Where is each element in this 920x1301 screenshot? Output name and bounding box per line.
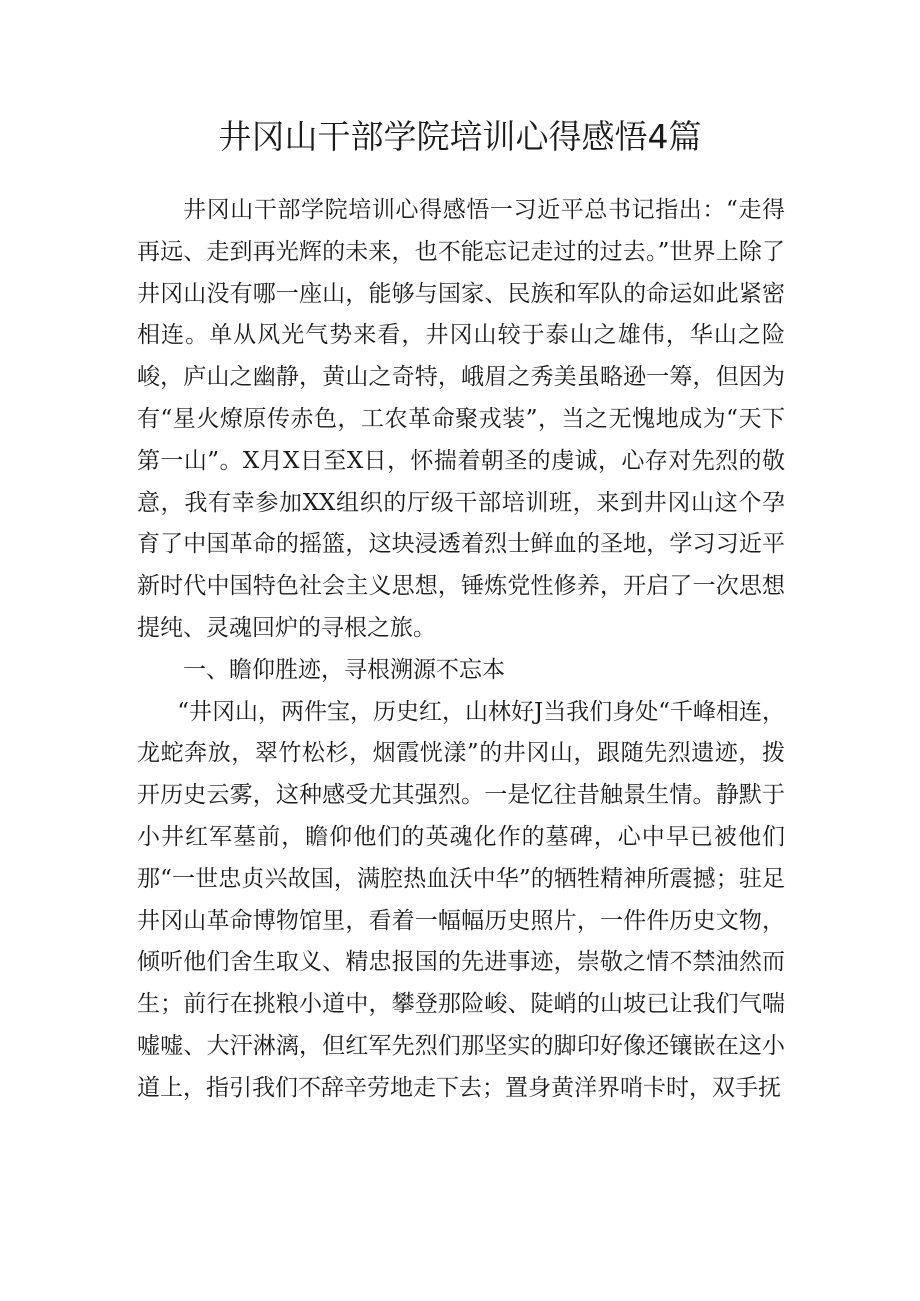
document-title: 井冈山干部学院培训心得感悟4篇	[218, 117, 702, 156]
paragraph-intro: 井冈山干部学院培训心得感悟一习近平总书记指出：“走得再远、走到再光辉的未来，也不能忘记走过的过去。”世界上除了井冈山没有哪一座山，能够与国家、民族和军队的命运如此紧密相连。单从风光气势来看，井冈山较于泰山之雄伟，华山之险峻，庐山之幽静，黄山之奇特，峨眉之秀美虽略逊一筹，但因为有“星火燎原传赤色，工农革命聚戎装”，当之无愧地成为“天下第一山”。X月X日至X日，怀揣着朝圣的虔诚，心存对先烈的敬意，我有幸参加XX组织的厅级干部培训班，来到井冈山这个孕育了中国革命的摇篮，这块浸透着烈士鲜血的圣地，学习习近平新时代中国特色社会主义思想，锤炼党性修养，开启了一次思想提纯、灵魂回炉的寻根之旅。	[137, 197, 785, 641]
paragraph-section-one: “井冈山，两件宝，历史红，山林好J当我们身处“千峰相连，龙蛇奔放，翠竹松杉，烟霞恍漾”的井冈山，跟随先烈遗迹，拨开历史云雾，这种感受尤其强烈。一是忆往昔触景生情。静默于小井红军墓前，瞻仰他们的英魂化作的墓碑，心中早已被他们那“一世忠贞兴故国，满腔热血沃中华”的牺牲精神所震撼；驻足井冈山革命博物馆里，看着一幅幅历史照片，一件件历史文物，倾听他们舍生取义、精忠报国的先进事迹，崇敬之情不禁油然而生；前行在挑粮小道中，攀登那险峻、陡峭的山坡已让我们气喘嘘嘘、大汗淋漓，但红军先烈们那坚实的脚印好像还镶嵌在这小道上，指引我们不辞辛劳地走下去；置身黄洋界哨卡时，双手抚	[137, 698, 785, 1101]
section-heading: 一、瞻仰胜迹，寻根溯源不忘本	[183, 656, 505, 683]
document-body	[137, 190, 785, 1110]
